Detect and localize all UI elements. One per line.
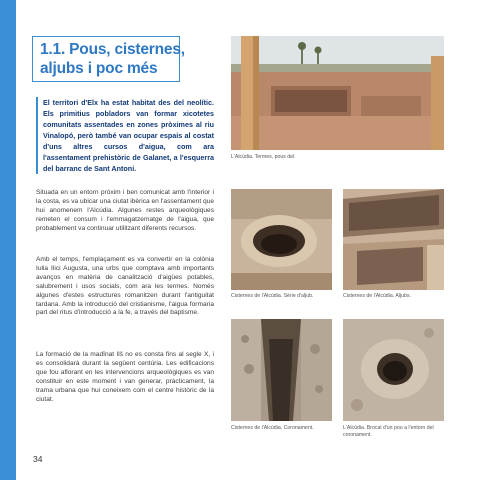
photo-cistern-round [231,189,332,290]
photo-well-mouth [343,319,444,421]
photo-well-shaft [231,319,332,421]
photo-caption-1: L'Alcúdia. Termes, pous del. [231,154,296,160]
page-side-bar [0,0,16,480]
section-title-line-1: 1.1. Pous, cisternes, [40,41,185,58]
body-paragraph-2: Amb el temps, l'emplaçament es va convertir en la colònia Iulia Ilici Augusta, una urbs que comptava amb importants avanços en matèria de canalització d'aigües potables, salubrement i usos socials, com ara les termes. Només algunes d'estes estructures romanitzen durant l'antiguitat tardana. Amb la introducció del cristianisme, l'aigua formaria part del ritus d'introducció a la fe, a través del baptisme. [36,256,214,317]
section-title-box [32,36,185,82]
photo-caption-2: Cisternes de l'Alcúdia. Sèrie d'aljub. [231,293,314,299]
lead-text: El territori d'Elx ha estat habitat des del neolític. Els primitius pobladors van formar xicotetes comunitats assentades en zones pròximes al riu Vinalopó, però també van ocupar espais al costat d'uns altres cursos d'aigua, com ara l'assentament prehistòric de Galanet, a l'esquerra del barranc de Sant Antoni. [43,98,214,173]
photo-cistern-rectangular [343,189,444,290]
page-number: 34 [33,454,43,464]
body-paragraph-3: La formació de la madînat Ilš no es consta fins al segle X, i es consolidarà durant la següent centúria. Les edificacions que fou aflorant en les intervencions arqueològiques es van constituir en este moment i van generar, pràcticament, la trama urbana que hui coneixem com el centre històric de la ciutat. [36,351,214,403]
lead-paragraph [36,97,214,174]
photo-excavation-site [231,36,444,150]
photo-caption-5: L'Alcúdia. Brocal d'un pou a l'entorn del coronament. [343,425,434,438]
body-paragraph-1: Situada en un entorn pròxim i ben comunicat amb l'interior i la costa, es va ubicar una ciutat ibèrica en l'assentament que hui anomenem l'Alcúdia. Algunes restes arqueològiques remeten el consum i l'emmagatzematge de l'aigua, que probablement va continuar utilitzant diferents recursos. [36,189,214,232]
photo-caption-3: Cisternes de l'Alcúdia. Aljubs. [343,293,411,299]
photo-caption-4: Cisternes de l'Alcúdia. Coronament. [231,425,314,431]
section-title-line-2: aljubs i poc més [40,60,158,77]
